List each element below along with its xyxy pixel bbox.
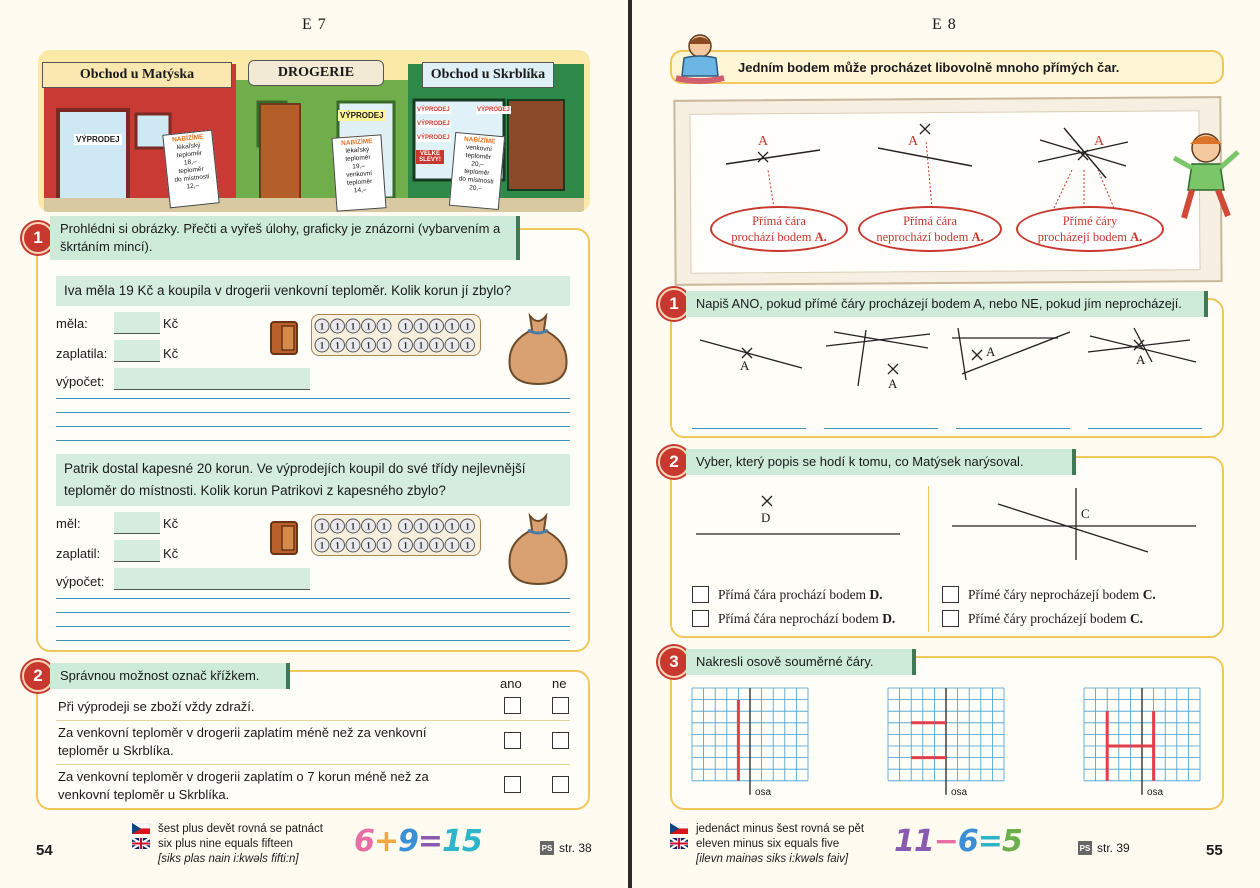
answer2-had-field[interactable] [114, 512, 160, 534]
answer-line-4[interactable] [1088, 428, 1202, 429]
money-bag-icon [504, 312, 572, 386]
board-line: venkovní [465, 143, 493, 154]
board-head: NABÍZÍME [171, 133, 204, 144]
right-page [632, 0, 1260, 888]
footer-phrase [132, 822, 323, 867]
option-line-not-passes-d [718, 611, 895, 627]
board-line: do místnosti [458, 175, 494, 186]
checkbox-no-3[interactable] [552, 776, 569, 793]
shop-sign-matysek: Obchod u Matýska [42, 62, 232, 88]
footer-cz: jedenáct minus šest rovná se pět [696, 823, 865, 835]
left-page [0, 0, 628, 888]
coins-drawing [312, 515, 482, 557]
coin-value: 1 [418, 521, 424, 532]
czech-flag-icon [670, 823, 688, 834]
coin-value: 1 [366, 521, 371, 532]
axis-label: osa [951, 787, 968, 798]
coins-drawing [312, 315, 482, 357]
board-line: 19,– [351, 162, 366, 171]
answer-calc-field[interactable] [114, 368, 310, 390]
label-calc: výpočet: [56, 374, 105, 389]
eq-term: 6 [957, 824, 978, 859]
coin-value: 1 [418, 340, 424, 351]
coin-value: 1 [403, 340, 408, 351]
coin-value: 1 [449, 540, 455, 551]
equation [354, 824, 482, 859]
coin-value: 1 [418, 321, 424, 332]
coin-value: 1 [381, 340, 387, 351]
option-text: Přímá čára neprochází bodem [718, 611, 883, 626]
label-had: měl: [56, 516, 81, 531]
answer-line [56, 612, 570, 613]
option-text: Přímé čáry neprocházejí bodem [968, 587, 1143, 602]
sale-label-1: VÝPRODEJ [76, 135, 120, 144]
option-point: D. [882, 611, 896, 626]
board-head: NABÍZÍME [340, 137, 373, 148]
footer-en-row [132, 837, 323, 852]
unit-kc: Kč [163, 546, 179, 561]
answer-line [56, 440, 570, 441]
bubble-text: procházejí bodem [1037, 230, 1127, 244]
board-line: teploměr [346, 178, 373, 187]
checkbox-lines-pass-c[interactable] [942, 610, 959, 627]
bubble-point: A. [814, 230, 827, 244]
sale-label-2: VÝPRODEJ [340, 111, 384, 120]
answer-paid-field[interactable] [114, 340, 160, 362]
board-line: do místnosti [174, 173, 210, 184]
label-had: měla: [56, 316, 88, 331]
coin-value: 1 [434, 540, 439, 551]
sale-label-6: VÝPRODEJ [477, 107, 510, 113]
board-line: lékařský [345, 146, 370, 155]
checkbox-no-1[interactable] [552, 697, 569, 714]
point-label-a: A [758, 134, 769, 149]
eq-term: 11 [894, 824, 934, 859]
bubble-text: Přímé čáry [1062, 214, 1118, 228]
girl-character-icon [668, 32, 730, 86]
coin-value: 1 [449, 321, 455, 332]
task2-instruction: Správnou možnost označ křížkem. [50, 663, 290, 689]
answer-line [56, 626, 570, 627]
footer-phrase [670, 822, 864, 867]
bubble-text: Přímá čára [752, 214, 806, 228]
board-head: NABÍZÍME [463, 135, 496, 146]
coin-value: 1 [403, 521, 408, 532]
coin-value: 1 [335, 340, 340, 351]
coin-value: 1 [319, 340, 325, 351]
checkbox-line-passes-d[interactable] [692, 586, 709, 603]
answer-line-2[interactable] [824, 428, 938, 429]
bubble-text: neprochází bodem [876, 230, 969, 244]
checkbox-yes-1[interactable] [504, 697, 521, 714]
bubble-point: A. [971, 230, 984, 244]
board-line: venkovní [345, 170, 373, 179]
answer-line [56, 398, 570, 399]
coin-value: 1 [335, 321, 340, 332]
ps-badge: PS [1078, 841, 1092, 855]
sale-label-3: VÝPRODEJ [417, 107, 450, 113]
boy-character-icon [1172, 128, 1242, 224]
board-line: teploměr [176, 149, 203, 160]
coin-value: 1 [465, 340, 470, 351]
board-line: 20,– [468, 184, 483, 193]
point-label: A [1136, 352, 1146, 367]
checkbox-lines-not-pass-c[interactable] [942, 586, 959, 603]
shops-illustration [38, 50, 590, 212]
checkbox-yes-3[interactable] [504, 776, 521, 793]
coin-value: 1 [319, 521, 325, 532]
coin-value: 1 [465, 521, 470, 532]
label-calc: výpočet: [56, 574, 105, 589]
coin-value: 1 [434, 321, 439, 332]
price-board-2 [331, 134, 386, 211]
bubble-point: A. [1130, 230, 1143, 244]
bubble-lines-pass [1016, 206, 1164, 252]
task3-header [658, 646, 916, 678]
ps-ref: str. 39 [1097, 841, 1130, 855]
option-point: D. [869, 587, 883, 602]
grid-drawing [690, 686, 810, 802]
label-paid: zaplatil: [56, 546, 101, 561]
page-number: 54 [36, 842, 53, 859]
page-id: E 8 [932, 16, 957, 33]
answer-line [56, 426, 570, 427]
board-line: 14,– [353, 186, 367, 195]
checkbox-no-2[interactable] [552, 732, 569, 749]
grid-drawing [886, 686, 1006, 802]
unit-kc: Kč [163, 516, 179, 531]
point-label-d: D [761, 510, 771, 525]
footer-en: six plus nine equals fifteen [158, 838, 293, 850]
sale-label-5: VÝPRODEJ [417, 135, 450, 141]
checkbox-line-not-passes-d[interactable] [692, 610, 709, 627]
answer-had-field[interactable] [114, 312, 160, 334]
axis-label: osa [1147, 787, 1164, 798]
coin-value: 1 [403, 540, 408, 551]
label-paid: zaplatila: [56, 346, 108, 361]
board-line: teploměr [345, 154, 371, 163]
task1-header [22, 216, 532, 260]
grid-drawing [1082, 686, 1202, 802]
option-text: Přímá čára prochází bodem [718, 587, 870, 602]
coin-value: 1 [350, 321, 356, 332]
answer2-calc-field[interactable] [114, 568, 310, 590]
board-line: 12,– [186, 182, 200, 191]
board-line: teploměr [178, 165, 205, 176]
problem2-text: Patrik dostal kapesné 20 korun. Ve výprodejích koupil do své třídy nejlevnější teploměr do místnosti. Kolik korun Patrikovi z kapesného zbylo? [56, 454, 570, 506]
answer-line [56, 412, 570, 413]
uk-flag-icon [132, 838, 150, 849]
unit-kc: Kč [163, 346, 179, 361]
board-line: teploměr [463, 167, 490, 178]
uk-flag-icon [670, 838, 688, 849]
eq-op: − [933, 824, 958, 859]
coin-value: 1 [403, 321, 408, 332]
coin-value: 1 [434, 521, 439, 532]
axis-label: osa [755, 787, 772, 798]
footer-cz: šest plus devět rovná se patnáct [158, 823, 323, 835]
eq-result: 15 [442, 824, 482, 859]
footer-cz-row [132, 822, 323, 837]
task1-drawings [690, 326, 1210, 396]
footer-ipa: [ilevn mainəs siks i:kwəls faiv] [696, 853, 849, 865]
grid-2[interactable] [886, 686, 1006, 807]
coin-value: 1 [335, 540, 340, 551]
statement-1: Při výprodeji se zboží vždy zdraží. [58, 699, 255, 714]
task-number-badge: 1 [658, 288, 690, 320]
unit-kc: Kč [163, 316, 179, 331]
bubble-passes [710, 206, 848, 252]
shop-sign-drogerie: DROGERIE [248, 60, 384, 86]
option-point: C. [1142, 587, 1156, 602]
footer-en: eleven minus six equals five [696, 838, 840, 850]
point-label-c: C [1081, 506, 1090, 521]
eq-op: = [417, 824, 443, 859]
task2-header [658, 446, 1076, 478]
coin-value: 1 [350, 540, 356, 551]
option-lines-not-pass-c [968, 587, 1156, 603]
answer-line [56, 598, 570, 599]
eq-term: 9 [398, 824, 418, 859]
eq-term: 6 [354, 824, 374, 859]
task-number-badge: 2 [22, 660, 54, 692]
bubble-text: Přímá čára [903, 214, 957, 228]
footer-en-row [670, 837, 864, 852]
workbook-reference [540, 841, 592, 855]
task1-instruction: Napiš ANO, pokud přímé čáry procházejí bodem A, nebo NE, pokud jím neprocházejí. [686, 291, 1208, 317]
task1-header [658, 288, 1208, 320]
coin-value: 1 [319, 321, 325, 332]
answer2-paid-field[interactable] [114, 540, 160, 562]
coin-value: 1 [366, 340, 371, 351]
point-label: A [740, 358, 750, 373]
point-label: A [986, 344, 996, 359]
big-discount-label: VELKÉ SLEVY! [416, 150, 444, 164]
wallet-icon [268, 318, 302, 358]
coin-value: 1 [366, 321, 371, 332]
coin-value: 1 [381, 521, 387, 532]
task2-drawings [692, 486, 1222, 566]
equation [894, 824, 1022, 859]
row-divider [56, 764, 570, 765]
problem1-text: Iva měla 19 Kč a koupila v drogerii venkovní teploměr. Kolik korun jí zbylo? [56, 276, 570, 306]
board-line: 18,– [183, 158, 197, 167]
point-label-a: A [908, 134, 919, 149]
coin-value: 1 [449, 521, 455, 532]
grid-3[interactable] [1082, 686, 1202, 807]
sale-label-4: VÝPRODEJ [417, 121, 450, 127]
task-number-badge: 3 [658, 646, 690, 678]
coin-value: 1 [366, 540, 371, 551]
czech-flag-icon [132, 823, 150, 834]
footer-ipa: [siks plas nain i:kwəls fifti:n] [158, 853, 299, 865]
price-board-1 [162, 130, 219, 209]
money-bag-icon [504, 512, 572, 586]
task3-instruction: Nakresli osově souměrné čáry. [686, 649, 916, 675]
board-line: 20,– [470, 160, 485, 169]
coin-value: 1 [335, 521, 340, 532]
point-label-a: A [1094, 134, 1105, 149]
eq-result: 5 [1001, 824, 1022, 859]
task2-instruction: Vyber, který popis se hodí k tomu, co Matýsek narýsoval. [686, 449, 1076, 475]
task-number-badge: 1 [22, 222, 54, 254]
col-no: ne [552, 676, 567, 691]
ps-badge: PS [540, 841, 554, 855]
shop-sign-skrblik: Obchod u Skrblíka [422, 62, 554, 88]
eq-op: = [977, 824, 1002, 859]
statement-2: Za venkovní teploměr v drogerii zaplatím méně než za venkovní teploměr u Skrblíka. [58, 725, 427, 758]
page-id: E 7 [302, 16, 327, 33]
coin-value: 1 [465, 540, 470, 551]
coin-value: 1 [350, 521, 356, 532]
point-label: A [888, 376, 898, 391]
coin-value: 1 [434, 340, 439, 351]
board-line: lékařský [176, 141, 201, 152]
checkbox-yes-2[interactable] [504, 732, 521, 749]
intro-text: Jedním bodem může procházet libovolně mnoho přímých čar. [738, 60, 1120, 75]
task1-instruction: Prohlédni si obrázky. Přečti a vyřeš úlohy, graficky je znázorni (vybarvením a škrtáním mincí). [50, 216, 520, 260]
ps-ref: str. 38 [559, 841, 592, 855]
footer-cz-row [670, 822, 864, 837]
wallet-icon [268, 518, 302, 558]
workbook-reference [1078, 841, 1130, 855]
option-text: Přímé čáry procházejí bodem [968, 611, 1130, 626]
option-line-passes-d [718, 587, 883, 603]
task2-header [22, 660, 290, 692]
answer-line-3[interactable] [956, 428, 1070, 429]
answer-line-1[interactable] [692, 428, 806, 429]
coin-value: 1 [381, 540, 387, 551]
eq-op: + [373, 824, 399, 859]
option-point: C. [1129, 611, 1144, 626]
coin-value: 1 [350, 340, 356, 351]
bubble-not-passes [858, 206, 1002, 252]
board-line: teploměr [465, 151, 492, 162]
answer-line [56, 640, 570, 641]
coin-value: 1 [449, 340, 455, 351]
statement-3: Za venkovní teploměr v drogerii zaplatím o 7 korun méně než za venkovní teploměr u Skrblíka. [58, 769, 429, 802]
price-board-3 [449, 132, 505, 210]
bubble-text: prochází bodem [731, 230, 812, 244]
task-number-badge: 2 [658, 446, 690, 478]
col-yes: ano [500, 676, 522, 691]
coin-value: 1 [418, 540, 424, 551]
coin-value: 1 [465, 321, 470, 332]
grid-1[interactable] [690, 686, 810, 807]
coins-panel-2 [311, 514, 481, 556]
coins-panel-1 [311, 314, 481, 356]
option-lines-pass-c [968, 611, 1143, 627]
coin-value: 1 [381, 321, 387, 332]
page-number: 55 [1206, 842, 1223, 859]
row-divider [56, 720, 570, 721]
coin-value: 1 [319, 540, 325, 551]
